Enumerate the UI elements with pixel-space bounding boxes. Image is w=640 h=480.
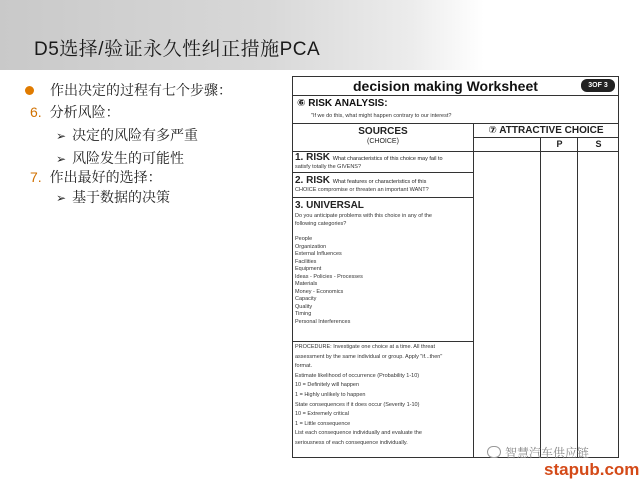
bullet-intro: 作出决定的过程有七个步骤： <box>50 82 232 98</box>
slide-header <box>0 0 484 70</box>
p-column-header: P <box>540 138 578 151</box>
procedure-line: State consequences if it does occur (Severity 1-10) <box>295 401 420 408</box>
universal-title: 3. UNIVERSAL <box>295 200 364 211</box>
step-7-number: 7. <box>30 169 42 185</box>
procedure-line: List each consequence individually and evaluate the <box>295 430 422 437</box>
category-item: Timing <box>295 311 312 317</box>
arrow-bullet-icon: ➢ <box>56 129 67 143</box>
category-item: Facilities <box>295 258 317 265</box>
risk-1-description: satisfy totally the GIVENS? <box>295 164 362 170</box>
site-watermark: stapub.com <box>544 460 640 479</box>
category-item: Money - Economics <box>295 288 344 295</box>
worksheet-title: decision making Worksheet <box>353 78 538 94</box>
category-item: Organization <box>295 243 327 250</box>
step-7 <box>30 167 162 187</box>
risk-analysis-question: "If we do this, what might happen contrary to our interest? <box>311 113 452 119</box>
procedure-line: assessment by the same individual or group. Apply "if...then" <box>295 353 443 360</box>
procedure-line: Estimate likelihood of occurrence (Probability 1-10) <box>295 372 420 379</box>
procedure-line: 10 = Extremely critical <box>295 411 349 418</box>
risk-2-description: CHOICE compromise or threaten an important WANT? <box>295 187 429 193</box>
grid-divider <box>540 150 541 457</box>
wechat-icon <box>487 446 501 458</box>
sources-header: SOURCES (CHOICE) <box>293 124 474 151</box>
procedure-line: seriousness of each consequence individually. <box>295 440 408 446</box>
category-item: Personal Interferences <box>295 318 351 325</box>
step-6-label: 分析风险： <box>49 104 120 120</box>
procedure-line: 1 = Highly unlikely to happen <box>295 392 366 398</box>
procedure-line: PROCEDURE: Investigate one choice at a time. All threat <box>295 344 436 350</box>
procedure-line: 1 = Little consequence <box>295 420 351 427</box>
category-item: Ideas - Policies - Processes <box>295 273 363 280</box>
column-header <box>293 123 618 152</box>
grid-divider <box>577 150 578 457</box>
grid-divider <box>293 197 474 198</box>
risk-2-row: 2. RISK What features or characteristics of this <box>295 175 427 186</box>
category-item: Equipment <box>295 266 322 272</box>
step-6-item: ➢ 风险发生的可能性 <box>56 150 185 166</box>
universal-description: Do you anticipate problems with this choice in any of the following categories? <box>295 213 432 227</box>
attractive-choice-header: ⑦ ATTRACTIVE CHOICE <box>474 124 618 138</box>
risk-1-row: 1. RISK What characteristics of this choice may fail to <box>295 152 443 163</box>
step-7-item: ➢ 基于数据的决策 <box>56 189 171 205</box>
worksheet-header <box>293 77 618 96</box>
category-item: External Influences <box>295 251 342 257</box>
risk-analysis-heading: ⑥ RISK ANALYSIS: <box>297 98 388 109</box>
arrow-bullet-icon: ➢ <box>56 191 67 205</box>
wechat-watermark: 智慧汽车供应链 <box>487 444 589 461</box>
grid-divider <box>293 172 474 173</box>
step-6-number: 6. <box>30 104 42 120</box>
category-item: Materials <box>295 281 318 287</box>
slide-title: D5选择/验证永久性纠正措施PCA <box>34 39 321 60</box>
procedure-line: 10 = Definitely will happen <box>295 382 360 389</box>
procedure-line: format. <box>295 363 313 370</box>
category-item: People <box>295 236 313 242</box>
s-column-header: S <box>577 138 619 151</box>
grid-divider <box>293 341 474 342</box>
step-6-item: ➢ 决定的风险有多严重 <box>56 127 199 143</box>
step-6 <box>30 102 120 122</box>
category-item: Capacity <box>295 296 317 302</box>
page-badge: 3OF 3 <box>581 79 615 92</box>
step-7-label: 作出最好的选择： <box>49 169 162 185</box>
category-item: Quality <box>295 303 313 310</box>
arrow-bullet-icon: ➢ <box>56 152 67 166</box>
decision-worksheet <box>292 76 619 458</box>
bullet-dot-icon <box>25 86 34 95</box>
